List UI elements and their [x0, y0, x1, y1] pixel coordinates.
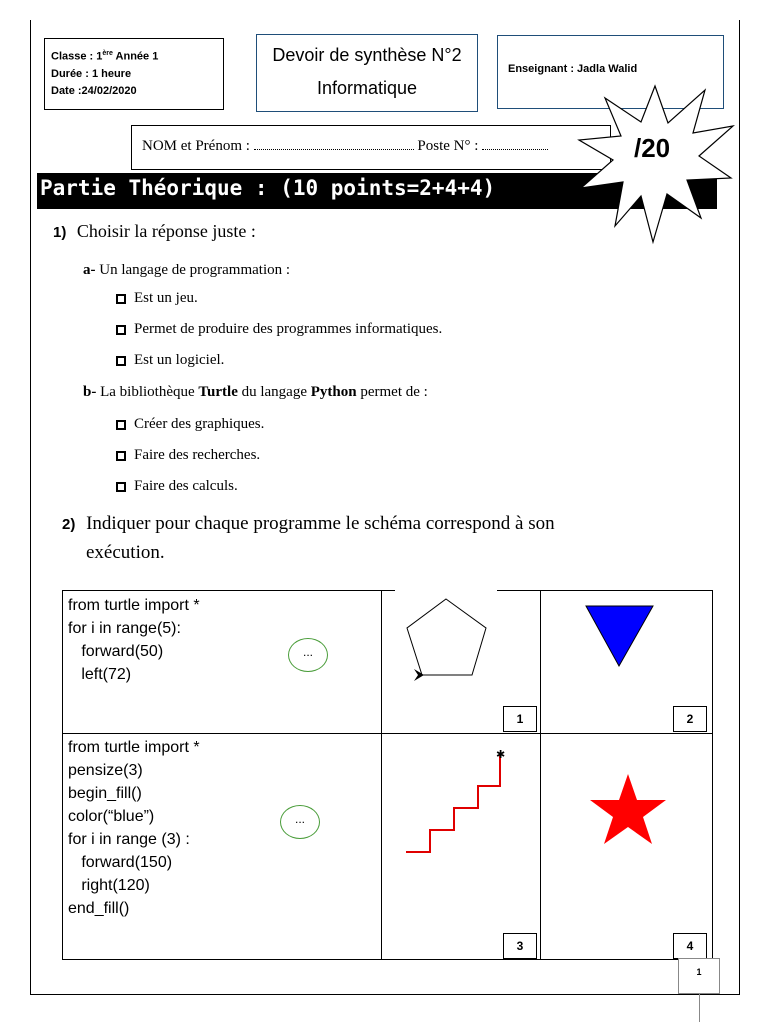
option-1b-2[interactable]: Faire des recherches.	[116, 447, 260, 464]
page-border-right	[739, 20, 740, 995]
duration-line: Durée : 1 heure	[51, 67, 132, 80]
name-field[interactable]	[254, 138, 414, 150]
question-1a: a- Un langage de programmation :	[83, 262, 291, 278]
turtle-arrow	[414, 669, 424, 681]
section-title: Partie Théorique : (10 points=2+4+4)	[40, 176, 496, 200]
program-2-answer[interactable]: ...	[280, 805, 320, 839]
option-1b-1[interactable]: Créer des graphiques.	[116, 416, 264, 433]
page-number: 1	[678, 958, 720, 994]
figure-2-label: 2	[673, 706, 707, 732]
page-border-bottom	[30, 994, 740, 995]
program-2-code: from turtle import * pensize(3) begin_fill() color(“blue”) for i in range (3) : forward(150) right(120) end_fill()	[68, 739, 200, 917]
date-line: Date :24/02/2020	[51, 84, 137, 97]
cell-border-fragment	[381, 590, 395, 591]
page-number-tick	[699, 994, 700, 1022]
checkbox[interactable]	[116, 451, 126, 461]
identity-line	[142, 138, 548, 155]
figure-4-label: 4	[673, 933, 707, 959]
option-1a-1[interactable]: Est un jeu.	[116, 290, 198, 307]
score-label: /20	[634, 133, 671, 163]
question-1: 1) Choisir la réponse juste :	[53, 221, 256, 241]
pentagon-icon	[400, 595, 500, 687]
teacher-name: Enseignant : Jadla Walid	[508, 63, 638, 75]
program-1-code: from turtle import * for i in range(5): forward(50) left(72)	[68, 597, 200, 683]
turtle-marker: ✱	[496, 748, 506, 761]
checkbox[interactable]	[116, 482, 126, 492]
class-line: Classe : 1ère Année 1	[51, 50, 159, 63]
name-label: NOM et Prénom :	[142, 138, 250, 154]
exam-title-box	[256, 34, 478, 112]
option-1a-3[interactable]: Est un logiciel.	[116, 352, 224, 369]
triangle-shape	[586, 606, 653, 666]
figure-1-label: 1	[503, 706, 537, 732]
checkbox[interactable]	[116, 420, 126, 430]
checkbox[interactable]	[116, 356, 126, 366]
figure-3-label: 3	[503, 933, 537, 959]
exam-subject: Informatique	[316, 78, 418, 98]
page-border-left	[30, 20, 31, 995]
figure-4-cell	[540, 733, 713, 960]
pentagon-shape	[407, 599, 486, 675]
program-1-answer[interactable]: ...	[288, 638, 328, 672]
question-2: 2) Indiquer pour chaque programme le schéma correspond à son exécution.	[62, 513, 555, 563]
question-1b: b- La bibliothèque Turtle du langage Python permet de :	[83, 384, 428, 400]
option-1b-3[interactable]: Faire des calculs.	[116, 478, 238, 495]
red-staircase-icon	[404, 748, 514, 858]
station-field[interactable]	[482, 138, 548, 150]
station-label: Poste N° :	[417, 138, 479, 154]
red-star-icon	[588, 770, 672, 846]
class-info-box	[44, 38, 224, 110]
exam-title: Devoir de synthèse N°2	[272, 45, 462, 65]
checkbox[interactable]	[116, 325, 126, 335]
blue-triangle-icon	[583, 602, 657, 670]
cell-border-fragment	[497, 590, 541, 591]
checkbox[interactable]	[116, 294, 126, 304]
starburst-shape	[579, 86, 733, 242]
identity-box	[131, 125, 611, 170]
option-1a-2[interactable]: Permet de produire des programmes informatiques.	[116, 321, 442, 338]
staircase-line	[406, 754, 500, 852]
star-shape	[590, 774, 666, 844]
